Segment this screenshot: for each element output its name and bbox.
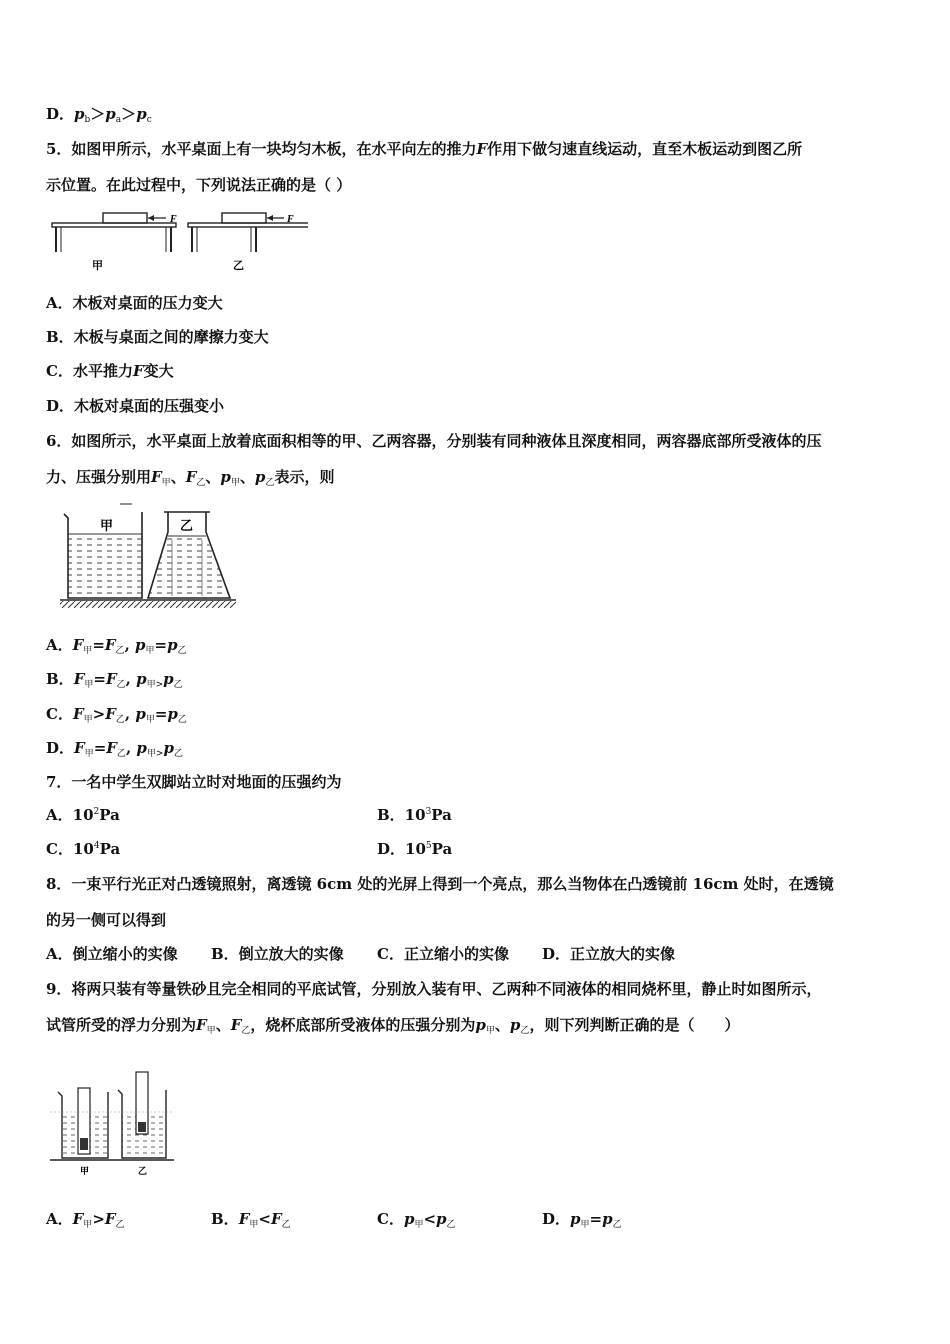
option-label: B． [46,670,74,688]
subscript: 甲 [230,478,240,488]
q9-option-c [377,1208,456,1230]
subscript: a [115,115,122,125]
subscript: 乙 [446,1220,456,1230]
exponent: 2 [93,807,100,817]
q5-option-d: D．木板对桌面的压强变小 [46,397,225,415]
q9-stem-line2 [46,1014,739,1036]
relation: = [154,636,168,654]
container-label-yi: 乙 [180,519,194,534]
subscript: 乙 [177,715,187,725]
symbol-f: F [105,670,117,688]
q6-stem-line1: 6．如图所示，水平桌面上放着底面积相等的甲、乙两容器，分别装有同种液体且深度相同，两容器底部所受液体的压 [46,432,822,450]
symbol-p: p [135,636,146,654]
relation: ＞ [121,105,137,123]
option-label: C． [46,705,73,723]
relation: = [93,739,107,757]
symbol: p [436,1210,447,1228]
relation: > [92,1210,105,1228]
option-label: D． [542,1210,571,1228]
beaker-label-yi: 乙 [138,1167,148,1177]
exponent: 3 [425,807,432,817]
symbol-p: p [475,1016,486,1034]
stem-text: 5．如图甲所示，水平桌面上有一块均匀木板，在水平向左的推力 [46,140,477,158]
stem-text: 作用下做匀速直线运动，直至木板运动到图乙所 [487,140,803,158]
relation: = [93,670,106,688]
symbol-f: F [230,1016,242,1034]
subscript: 甲 [206,1026,216,1036]
symbol-f: F [74,739,85,757]
unit: Pa [431,806,452,824]
symbol-p: p [167,705,178,723]
relation: > [92,705,106,723]
container-label-jia: 甲 [100,519,114,534]
subscript: 甲 [83,715,93,725]
symbol-p: p [509,1016,521,1034]
symbol: F [72,1210,84,1228]
q5-option-b: B．木板与桌面之间的摩擦力变大 [46,328,269,346]
q5-option-c [46,360,174,381]
relation: < [258,1210,271,1228]
relation: ＞ [90,105,106,123]
subscript: 甲 [83,1220,93,1230]
relation: = [589,1210,603,1228]
subscript: 乙 [612,1220,622,1230]
subscript: 乙 [177,646,187,656]
q6-option-c [46,703,187,725]
subscript: 乙 [173,680,183,690]
symbol-p: p [136,105,147,123]
exponent: 5 [425,841,432,851]
wooden-board [222,213,266,223]
option-label: D． [46,105,75,123]
separator: 、 [170,468,186,486]
arrow-head [267,215,273,221]
q8-stem-line1: 8．一束平行光正对凸透镜照射，离透镜 6cm 处的光屏上得到一个亮点，那么当物体在凸透镜前 16cm 处时，在透镜 [46,875,834,893]
q7-option-d [377,838,452,859]
option-text: D．10 [377,840,426,858]
subscript: b [84,115,91,125]
q5-stem-line2: 示位置。在此过程中，下列说法正确的是（ ） [46,176,352,194]
q8-option-b: B．倒立放大的实像 [211,945,344,963]
symbol-p: p [254,468,266,486]
symbol-p: p [74,105,85,123]
symbol-p: p [167,636,178,654]
symbol: F [104,1210,116,1228]
subscript: 甲 [161,478,171,488]
wooden-board [103,213,147,223]
subscript: 乙 [115,715,125,725]
stem-text: ，烧杯底部所受液体的压强分别为 [250,1016,476,1034]
separator: 、 [494,1016,510,1034]
q4-option-d [46,103,152,125]
unit: Pa [99,806,120,824]
symbol-f: F [132,362,144,380]
q9-stem-line1: 9．将两只装有等量铁砂且完全相同的平底试管，分别放入装有甲、乙两种不同液体的相同烧杯里，静止时如图所示， [46,980,822,998]
subscript: 甲 [84,749,94,759]
subscript: 乙 [116,680,126,690]
subscript: 乙 [116,749,126,759]
force-label: F [287,214,294,225]
containers-diagram [56,500,242,616]
subscript: c [146,115,152,125]
symbol-p: p [136,670,147,688]
symbol-f: F [73,670,85,688]
separator: , [125,670,137,688]
q6-option-d [46,737,183,759]
symbol-f: F [476,140,488,158]
relation: = [92,636,105,654]
liquid-jia [68,534,142,598]
subscript: 甲 [84,680,94,690]
table-board-diagram [48,206,308,276]
exponent: 4 [93,841,100,851]
symbol-f: F [104,636,116,654]
q9-option-d [542,1208,622,1230]
subscript: 甲 [414,1220,424,1230]
symbol: p [403,1210,415,1228]
stem-text: ，则下列判断正确的是（ ） [529,1016,740,1034]
test-tube-diagram [46,1066,176,1178]
q8-option-c: C．正立缩小的实像 [377,945,509,963]
symbol: p [570,1210,581,1228]
symbol-f: F [106,739,117,757]
relation: < [423,1210,437,1228]
subscript: 乙 [115,1220,125,1230]
symbol-p: p [136,739,147,757]
symbol-f: F [72,636,84,654]
figure-label-yi: 乙 [233,259,244,272]
option-text: C．水平推力 [46,362,133,380]
q6-option-a [46,634,187,656]
subscript: 乙 [173,749,183,759]
q8-option-a: A．倒立缩小的实像 [46,945,178,963]
subscript: 甲> [146,749,164,759]
subscript: 甲> [146,680,164,690]
relation: = [154,705,168,723]
option-label: C． [377,1210,404,1228]
stem-text: 表示，则 [274,468,335,486]
q7-option-b [377,804,452,825]
option-label: B． [211,1210,239,1228]
q9-option-b [211,1208,291,1230]
q7-option-c [46,838,120,859]
subscript: 甲 [485,1026,495,1036]
symbol-p: p [220,468,231,486]
subscript: 乙 [196,478,206,488]
option-text: C．10 [46,840,94,858]
subscript: 甲 [145,715,155,725]
q7-stem: 7．一名中学生双脚站立时对地面的压强约为 [46,773,342,791]
stem-text: 力、压强分别用 [46,468,152,486]
subscript: 甲 [580,1220,590,1230]
force-label: F [170,214,177,225]
q8-stem-line2: 的另一侧可以得到 [46,911,167,929]
option-label: A． [46,636,73,654]
separator: 、 [215,1016,231,1034]
beaker-label-jia: 甲 [80,1167,90,1177]
separator: , [124,705,136,723]
unit: Pa [99,840,121,858]
subscript: 乙 [115,646,125,656]
subscript: 甲 [83,646,93,656]
figure-label-jia: 甲 [92,259,103,272]
symbol: F [270,1210,282,1228]
symbol-f: F [185,468,197,486]
q7-option-a [46,804,120,825]
symbol-p: p [135,705,146,723]
symbol-f: F [196,1016,207,1034]
separator: , [125,739,137,757]
liquid-yi [148,536,230,598]
arrow-head [148,215,154,221]
symbol: F [238,1210,250,1228]
q9-option-a [46,1208,125,1230]
separator: 、 [239,468,255,486]
option-label: D． [46,739,75,757]
stem-text: 试管所受的浮力分别为 [46,1016,197,1034]
option-label: A． [46,1210,73,1228]
q8-option-d: D．正立放大的实像 [542,945,676,963]
symbol-f: F [105,705,116,723]
subscript: 乙 [241,1026,251,1036]
option-text: A．10 [46,806,94,824]
subscript: 乙 [520,1026,530,1036]
q5-stem-line1 [46,138,802,159]
q6-option-b [46,668,183,690]
symbol: p [602,1210,613,1228]
q5-option-a: A．木板对桌面的压力变大 [46,294,223,312]
symbol-p: p [163,670,174,688]
option-text: B．10 [377,806,426,824]
symbol-p: p [163,739,174,757]
table-hatching [60,601,236,608]
q5-figure [48,206,308,276]
symbol-f: F [72,705,84,723]
subscript: 乙 [265,478,275,488]
unit: Pa [431,840,453,858]
q6-stem-line2 [46,466,334,488]
q9-figure [46,1066,176,1178]
iron-sand [80,1138,88,1150]
subscript: 乙 [281,1220,291,1230]
separator: , [124,636,136,654]
subscript: 甲 [145,646,155,656]
symbol-f: F [151,468,162,486]
q6-figure [56,500,242,616]
iron-sand [138,1122,146,1132]
subscript: 甲 [249,1220,259,1230]
symbol-p: p [105,105,116,123]
separator: 、 [205,468,221,486]
option-text: 变大 [143,362,174,380]
